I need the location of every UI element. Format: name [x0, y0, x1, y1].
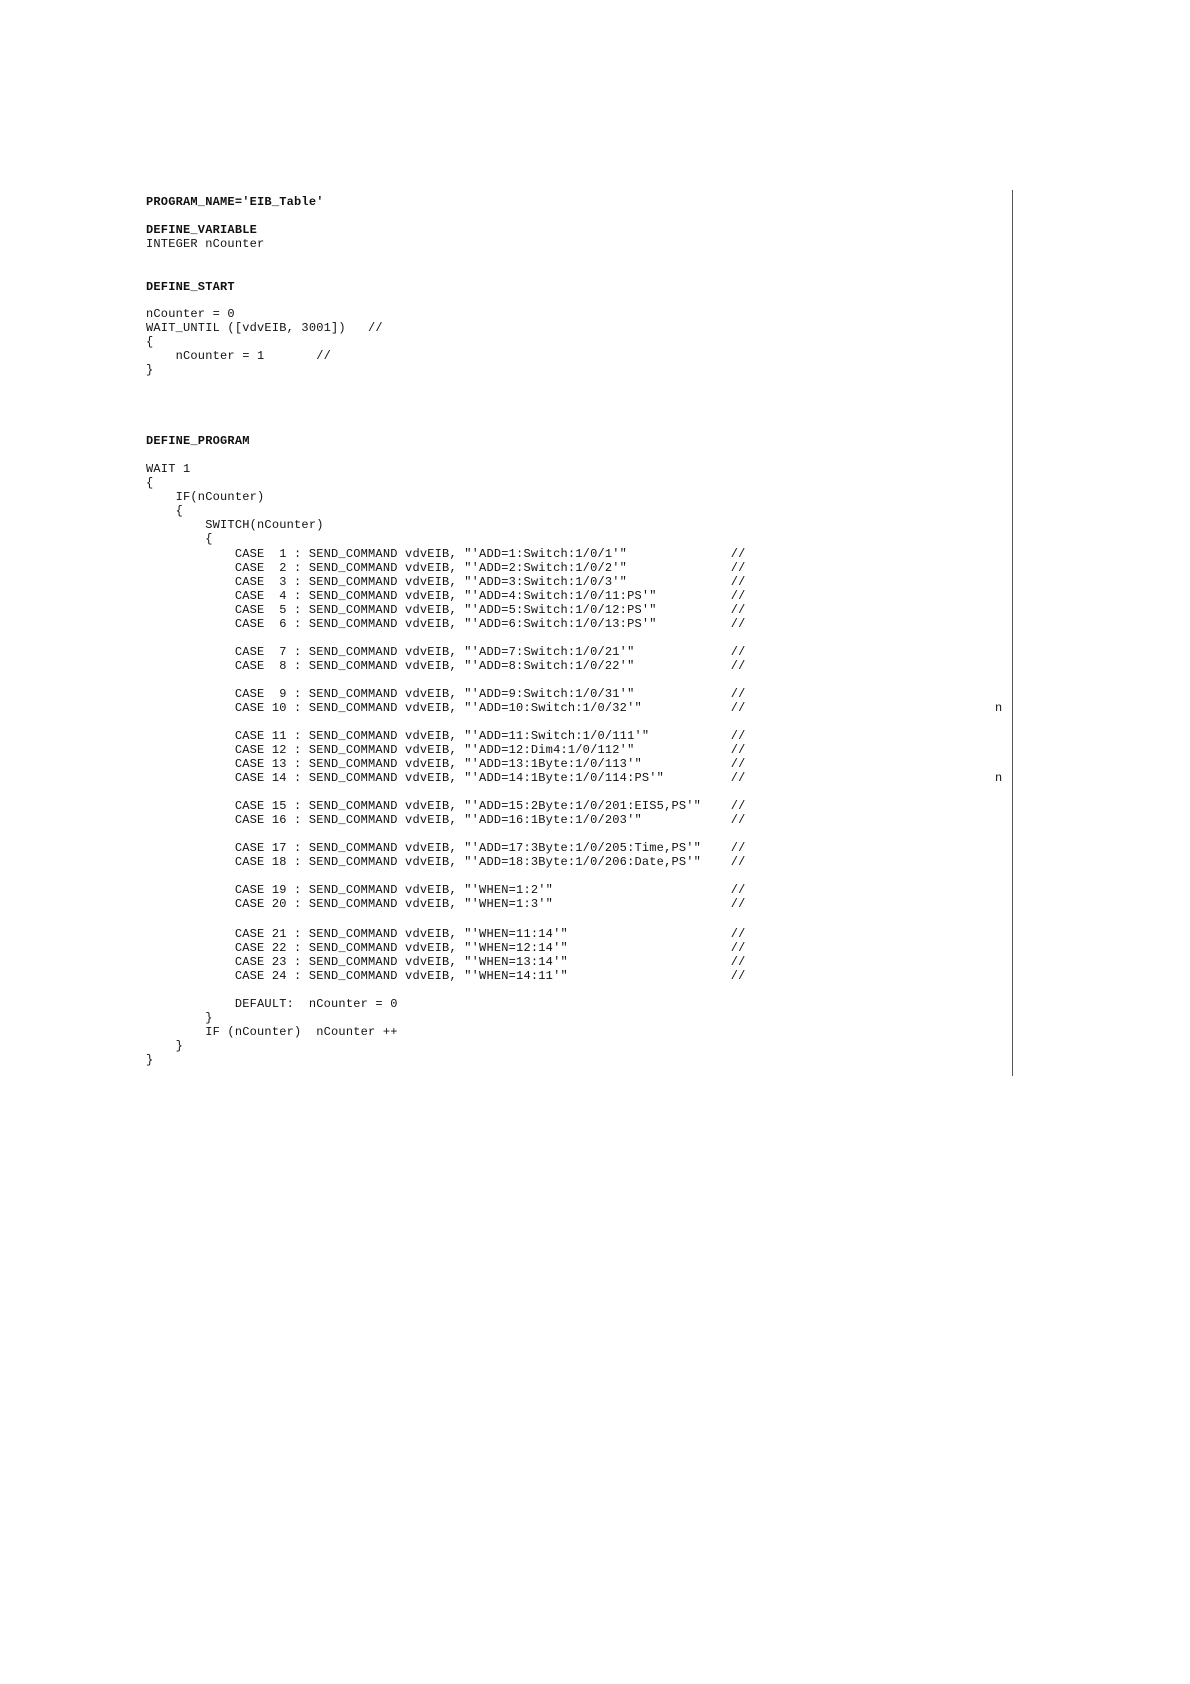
code-line: }: [146, 1053, 154, 1067]
code-line: CASE 18 : SEND_COMMAND vdvEIB, "'ADD=18:3Byte:1/0/206:Date,PS'" //: [146, 855, 746, 869]
code-line: CASE 1 : SEND_COMMAND vdvEIB, "'ADD=1:Switch:1/0/1'" //: [146, 547, 746, 561]
margin-mark: n: [995, 771, 1003, 785]
code-line: CASE 4 : SEND_COMMAND vdvEIB, "'ADD=4:Switch:1/0/11:PS'" //: [146, 589, 746, 603]
code-line: DEFINE_PROGRAM: [146, 434, 250, 448]
code-line: CASE 10 : SEND_COMMAND vdvEIB, "'ADD=10:Switch:1/0/32'" //: [146, 701, 746, 715]
code-line: CASE 12 : SEND_COMMAND vdvEIB, "'ADD=12:Dim4:1/0/112'" //: [146, 743, 746, 757]
code-line: SWITCH(nCounter): [146, 518, 324, 532]
margin-mark: n: [995, 701, 1003, 715]
right-margin-rule: [1012, 190, 1013, 1076]
code-line: CASE 6 : SEND_COMMAND vdvEIB, "'ADD=6:Switch:1/0/13:PS'" //: [146, 617, 746, 631]
code-line: {: [146, 335, 154, 349]
code-line: CASE 17 : SEND_COMMAND vdvEIB, "'ADD=17:3Byte:1/0/205:Time,PS'" //: [146, 841, 746, 855]
code-line: nCounter = 1 //: [146, 349, 332, 363]
code-line: CASE 2 : SEND_COMMAND vdvEIB, "'ADD=2:Switch:1/0/2'" //: [146, 561, 746, 575]
code-line: CASE 15 : SEND_COMMAND vdvEIB, "'ADD=15:2Byte:1/0/201:EIS5,PS'" //: [146, 799, 746, 813]
code-line: CASE 16 : SEND_COMMAND vdvEIB, "'ADD=16:1Byte:1/0/203'" //: [146, 813, 746, 827]
code-line: {: [146, 504, 184, 518]
code-line: }: [146, 1039, 184, 1053]
code-line: CASE 22 : SEND_COMMAND vdvEIB, "'WHEN=12:14'" //: [146, 941, 746, 955]
code-line: nCounter = 0: [146, 307, 235, 321]
code-line: CASE 23 : SEND_COMMAND vdvEIB, "'WHEN=13:14'" //: [146, 955, 746, 969]
code-line: CASE 20 : SEND_COMMAND vdvEIB, "'WHEN=1:3'" //: [146, 897, 746, 911]
code-line: }: [146, 363, 154, 377]
code-line: CASE 14 : SEND_COMMAND vdvEIB, "'ADD=14:1Byte:1/0/114:PS'" //: [146, 771, 746, 785]
code-line: WAIT 1: [146, 462, 191, 476]
code-line: CASE 8 : SEND_COMMAND vdvEIB, "'ADD=8:Switch:1/0/22'" //: [146, 659, 746, 673]
code-line: INTEGER nCounter: [146, 237, 265, 251]
code-line: CASE 11 : SEND_COMMAND vdvEIB, "'ADD=11:Switch:1/0/111'" //: [146, 729, 746, 743]
code-line: DEFAULT: nCounter = 0: [146, 997, 398, 1011]
code-line: IF (nCounter) nCounter ++: [146, 1025, 398, 1039]
code-line: {: [146, 476, 154, 490]
code-line: CASE 3 : SEND_COMMAND vdvEIB, "'ADD=3:Switch:1/0/3'" //: [146, 575, 746, 589]
code-line: PROGRAM_NAME='EIB_Table': [146, 195, 324, 209]
code-line: CASE 19 : SEND_COMMAND vdvEIB, "'WHEN=1:2'" //: [146, 883, 746, 897]
code-line: DEFINE_START: [146, 280, 235, 294]
code-line: CASE 9 : SEND_COMMAND vdvEIB, "'ADD=9:Switch:1/0/31'" //: [146, 687, 746, 701]
code-line: IF(nCounter): [146, 490, 265, 504]
code-line: CASE 7 : SEND_COMMAND vdvEIB, "'ADD=7:Switch:1/0/21'" //: [146, 645, 746, 659]
code-line: CASE 24 : SEND_COMMAND vdvEIB, "'WHEN=14:11'" //: [146, 969, 746, 983]
code-line: {: [146, 532, 213, 546]
code-line: CASE 13 : SEND_COMMAND vdvEIB, "'ADD=13:1Byte:1/0/113'" //: [146, 757, 746, 771]
code-line: }: [146, 1011, 213, 1025]
code-line: CASE 21 : SEND_COMMAND vdvEIB, "'WHEN=11:14'" //: [146, 927, 746, 941]
code-line: CASE 5 : SEND_COMMAND vdvEIB, "'ADD=5:Switch:1/0/12:PS'" //: [146, 603, 746, 617]
code-line: DEFINE_VARIABLE: [146, 223, 258, 237]
code-line: WAIT_UNTIL ([vdvEIB, 3001]) //: [146, 321, 383, 335]
